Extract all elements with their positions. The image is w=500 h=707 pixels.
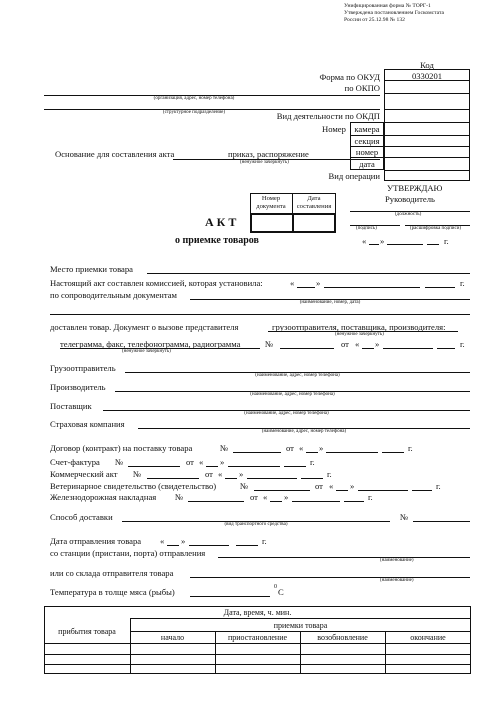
shipper-etc: грузоотправителя, поставщика, производителя: bbox=[272, 322, 446, 332]
basis-order: приказ, распоряжение bbox=[228, 149, 309, 159]
org-caption: (организация, адрес, номер телефона) bbox=[153, 96, 235, 101]
delivered-label: доставлен товар. Документ о вызове представителя bbox=[50, 322, 239, 332]
okdp-label: Вид деятельности по ОКДП bbox=[276, 111, 380, 121]
invoice-label: Счет-фактура bbox=[50, 457, 100, 467]
place-label: Место приемки товара bbox=[50, 264, 133, 274]
table-header-resume: возобновление bbox=[317, 633, 368, 642]
doc-date-label: Дата составления bbox=[296, 195, 332, 210]
railway-label: Железнодорожная накладная bbox=[50, 492, 157, 502]
doc-number-label: Номер документа bbox=[256, 195, 286, 210]
delivery-label: Способ доставки bbox=[50, 512, 113, 522]
commercial-label: Коммерческий акт bbox=[50, 469, 118, 479]
supplier-label: Поставщик bbox=[50, 401, 92, 411]
okpo-label: по ОКПО bbox=[344, 83, 380, 93]
approve-sign: (подпись) bbox=[356, 226, 377, 231]
sekciya-label: секция bbox=[354, 136, 380, 146]
approve-decode: (расшифровка подписи) bbox=[410, 226, 462, 231]
kod-label: Код bbox=[420, 60, 434, 70]
basis-caption: (ненужное зачеркнуть) bbox=[240, 160, 289, 165]
table-header-acceptance: приемки товара bbox=[273, 621, 328, 630]
form-header-line3: России от 25.12.98 № 132 bbox=[344, 17, 405, 23]
table-header-start: начало bbox=[160, 633, 185, 642]
maker-label: Производитель bbox=[50, 382, 106, 392]
commission-label: Настоящий акт составлен комиссией, которая установила: bbox=[50, 278, 263, 288]
table-header-pause: приостановление bbox=[227, 633, 288, 642]
kamera-label: камера bbox=[354, 124, 380, 134]
data-label: дата bbox=[359, 159, 375, 169]
place-line[interactable] bbox=[147, 273, 470, 274]
basis-label: Основание для составления акта bbox=[55, 149, 175, 159]
codes-box bbox=[384, 69, 470, 181]
telegram-label: телеграмма, факс, телефонограмма, радиограмма bbox=[60, 339, 241, 349]
station-label: со станции (пристани, порта) отправления bbox=[50, 548, 206, 558]
vet-label: Ветеринарное свидетельство (свидетельство) bbox=[50, 481, 217, 491]
table-header-datetime: Дата, время, ч. мин. bbox=[223, 608, 292, 617]
okud-value: 0330201 bbox=[411, 71, 443, 81]
nomer-label: Номер bbox=[322, 124, 346, 134]
table-header-end: окончание bbox=[410, 633, 446, 642]
okud-label: Форма по ОКУД bbox=[319, 72, 380, 82]
approve-head: Руководитель bbox=[385, 194, 435, 204]
act-subtitle: о приемке товаров bbox=[175, 235, 259, 246]
act-title: А К Т bbox=[205, 215, 237, 229]
nomer-small-label: номер bbox=[355, 147, 379, 157]
vid-operacii-label: Вид операции bbox=[328, 171, 380, 181]
form-header-line2: Утверждена постановлением Госкомстата bbox=[344, 10, 444, 16]
shipper-label: Грузоотправитель bbox=[50, 363, 116, 373]
dispatch-date-label: Дата отправления товара bbox=[50, 536, 142, 546]
docs-label: по сопроводительным документам bbox=[50, 290, 177, 300]
temp-label: Температура в толще мяса (рыбы) bbox=[50, 587, 175, 597]
warehouse-label: или со склада отправителя товара bbox=[50, 568, 174, 578]
approve-post: (должность) bbox=[395, 212, 422, 217]
table-header-arrival: прибытия товара bbox=[58, 627, 116, 636]
form-header-line1: Унифицированная форма № ТОРГ-1 bbox=[344, 3, 431, 9]
approve-title: УТВЕРЖДАЮ bbox=[387, 183, 443, 193]
insurer-label: Страховая компания bbox=[50, 419, 125, 429]
contract-label: Договор (контракт) на поставку товара bbox=[50, 443, 193, 453]
unit-caption: (структурное подразделение) bbox=[162, 110, 226, 115]
